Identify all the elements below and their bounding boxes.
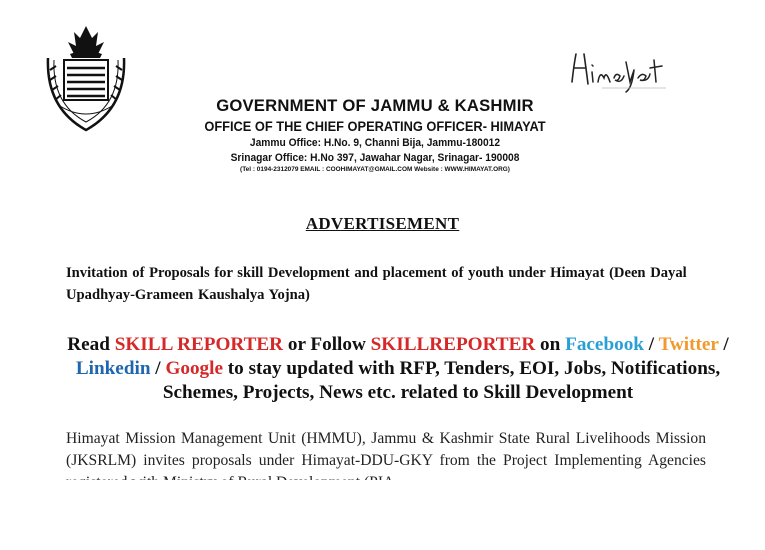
promo-or-follow: or Follow	[283, 334, 371, 355]
facebook-link[interactable]: Facebook	[565, 334, 644, 355]
promo-read: Read	[67, 334, 115, 355]
promo-slash-3: /	[150, 358, 166, 379]
promo-slash-1: /	[643, 334, 659, 355]
twitter-link[interactable]: Twitter	[658, 334, 719, 355]
linkedin-link[interactable]: Linkedin	[75, 358, 151, 379]
google-link[interactable]: Google	[165, 358, 223, 379]
letterhead-title: GOVERNMENT OF JAMMU & KASHMIR	[216, 96, 534, 115]
page-cutoff	[0, 480, 765, 550]
advertisement-title: ADVERTISEMENT	[305, 214, 460, 233]
skill-reporter-link[interactable]: SKILL REPORTER	[114, 334, 284, 355]
promo-slash-2: /	[718, 334, 729, 355]
skill-reporter-promo	[58, 333, 738, 405]
srinagar-office-address: Srinagar Office: H.No 397, Jawahar Nagar, Srinagar- 190008	[230, 152, 520, 164]
jammu-kashmir-emblem-icon	[40, 18, 132, 138]
skillreporter-handle[interactable]: SKILLREPORTER	[370, 334, 536, 355]
contact-details: (Tel : 0194-2312079 EMAIL : COOHIMAYAT@GMAIL.COM Website : WWW.HIMAYAT.ORG)	[240, 166, 510, 173]
jammu-office-address: Jammu Office: H.No. 9, Channi Bija, Jammu-180012	[249, 137, 501, 149]
body-paragraph: Himayat Mission Management Unit (HMMU), Jammu & Kashmir State Rural Livelihoods Mission (JKSRLM) invites proposals under Himayat-DDU-GKY from the Project Implementing Agencies	[66, 430, 706, 469]
promo-rest: to stay updated with RFP, Tenders, EOI, Jobs, Notifications, Schemes, Projects, News etc. related to Skill Development	[162, 358, 721, 403]
himayat-logo-icon	[566, 48, 691, 94]
letterhead	[140, 96, 610, 173]
promo-on: on	[535, 334, 566, 355]
invitation-heading: Invitation of Proposals for skill Development and placement of youth under Himayat (Deen Dayal Upadhyay-Grameen Kaushalya Yojna)	[66, 265, 687, 303]
office-name: OFFICE OF THE CHIEF OPERATING OFFICER- HIMAYAT	[204, 119, 546, 134]
